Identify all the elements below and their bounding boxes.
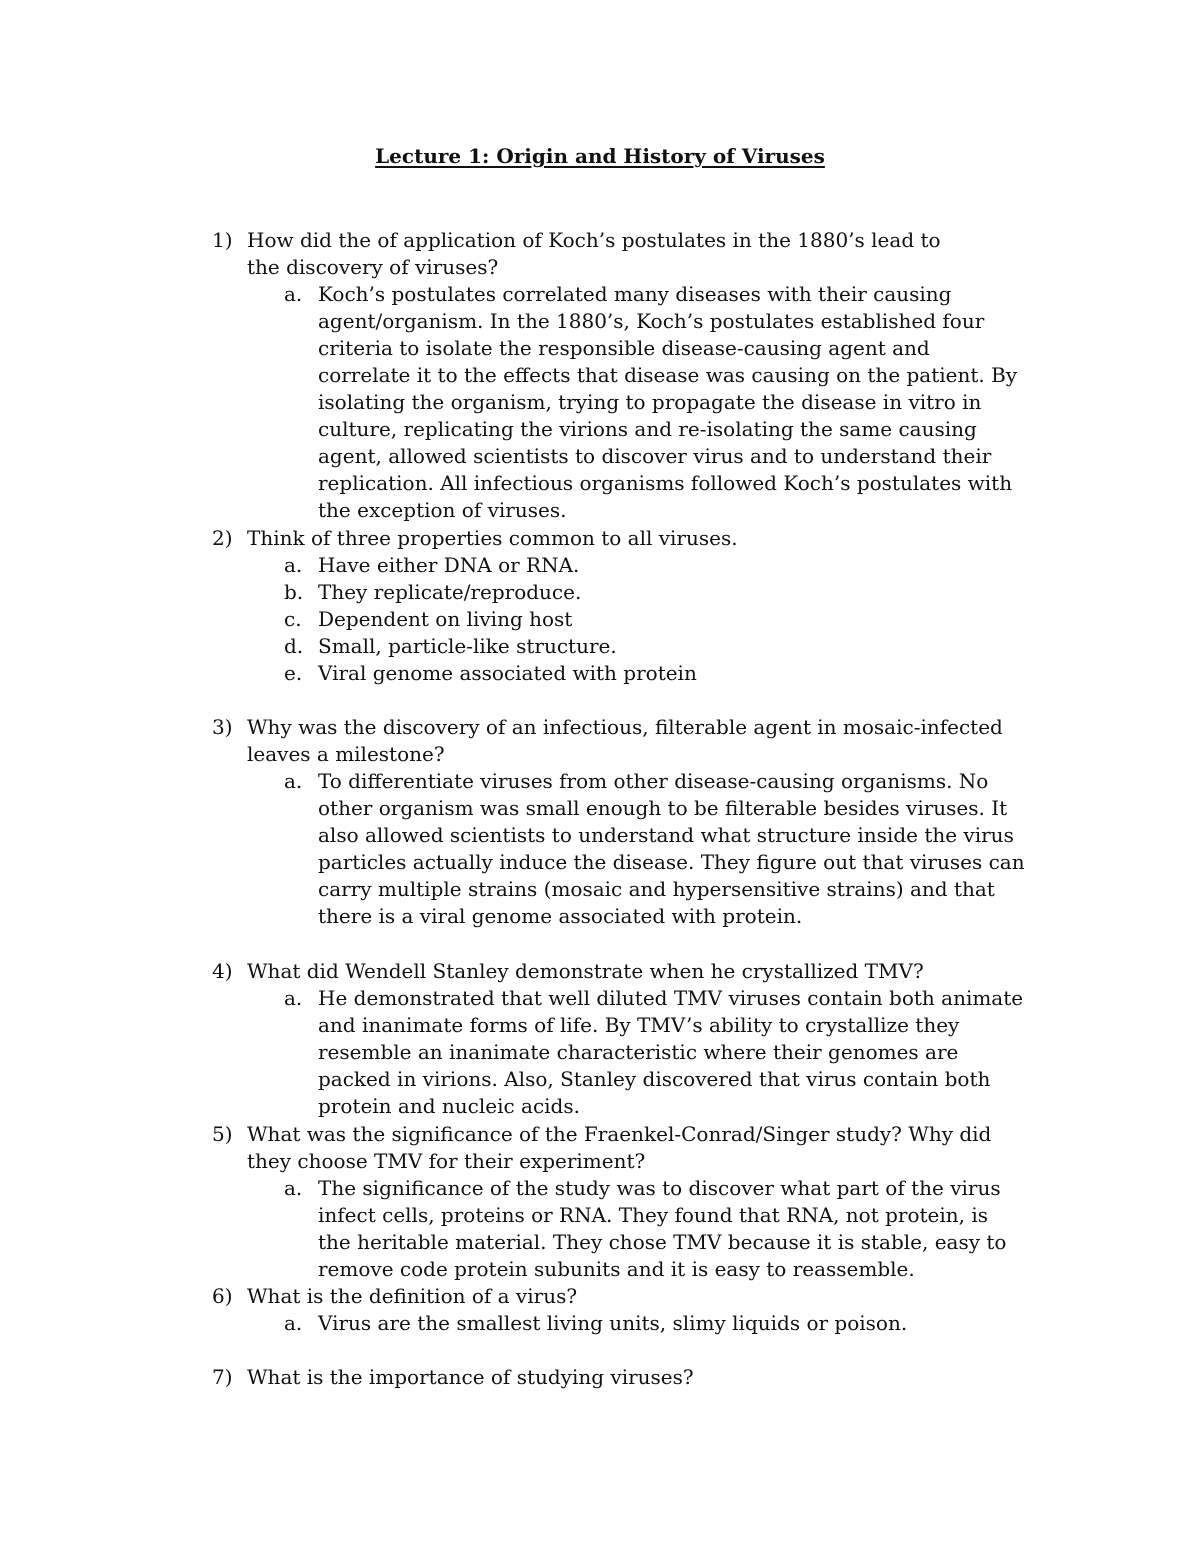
answer-text: Have either DNA or RNA. [318, 553, 580, 577]
question-number: 1) [212, 228, 233, 252]
question-text: What was the significance of the Fraenkel-Conrad/Singer study? Why did they choose TMV for their experiment? [247, 1122, 992, 1173]
answer-letter: d. [284, 634, 304, 658]
question-text: Think of three properties common to all viruses. [247, 526, 738, 550]
answer-item [284, 552, 1033, 579]
answer-list [212, 1175, 1023, 1283]
question-item [212, 1364, 1032, 1391]
answer-letter: a. [284, 986, 303, 1010]
question-item [212, 525, 1033, 687]
answer-item [284, 281, 1018, 524]
answer-letter: c. [284, 607, 302, 631]
answer-letter: a. [284, 1311, 303, 1335]
answer-text: Dependent on living host [318, 607, 573, 631]
question-item [212, 1283, 1033, 1337]
answer-text: He demonstrated that well diluted TMV viruses contain both animate and inanimate forms of life. By TMV’s ability to crystallize they resemble an inanimate characteristic where their genomes are packed in virions. Also, Stanley discovered that virus contain both protein and nucleic acids. [318, 986, 1024, 1118]
answer-list [212, 281, 1018, 524]
question-number: 2) [212, 526, 233, 550]
question-text: What did Wendell Stanley demonstrate when he crystallized TMV? [247, 959, 924, 983]
answer-list [212, 768, 1033, 930]
question-item [212, 958, 1033, 1120]
answer-letter: a. [284, 553, 303, 577]
answer-list [212, 552, 1033, 687]
answer-text: Viral genome associated with protein [318, 661, 697, 685]
question-number: 7) [212, 1365, 233, 1389]
question-number: 3) [212, 715, 233, 739]
answer-item [284, 1310, 1033, 1337]
answer-item [284, 606, 1033, 633]
answer-item [284, 633, 1033, 660]
question-item [212, 714, 1033, 930]
answer-text: Small, particle-like structure. [318, 634, 617, 658]
answer-letter: e. [284, 661, 303, 685]
answer-item [284, 660, 1033, 687]
question-text: How did the of application of Koch’s postulates in the 1880’s lead to the discovery of viruses? [247, 228, 941, 279]
answer-item [284, 1175, 1023, 1283]
answer-text: Virus are the smallest living units, slimy liquids or poison. [318, 1311, 908, 1335]
answer-item [284, 985, 1033, 1120]
answer-text: The significance of the study was to discover what part of the virus infect cells, proteins or RNA. They found that RNA, not protein, is the heritable material. They chose TMV because it is stable, easy to remove code protein subunits and it is easy to reassemble. [318, 1176, 1007, 1281]
answer-text: They replicate/reproduce. [318, 580, 582, 604]
question-item [212, 227, 1018, 524]
answer-letter: a. [284, 1176, 303, 1200]
answer-list [212, 1310, 1033, 1337]
answer-letter: b. [284, 580, 304, 604]
answer-item [284, 579, 1033, 606]
page-title: Lecture 1: Origin and History of Viruses [375, 144, 825, 168]
question-number: 6) [212, 1284, 233, 1308]
question-text: What is the importance of studying viruses? [247, 1365, 694, 1389]
question-text: What is the definition of a virus? [247, 1284, 578, 1308]
question-item [212, 1121, 1023, 1283]
answer-item [284, 768, 1033, 930]
answer-list [212, 985, 1033, 1120]
answer-letter: a. [284, 282, 303, 306]
question-number: 4) [212, 959, 233, 983]
answer-letter: a. [284, 769, 303, 793]
answer-text: Koch’s postulates correlated many diseases with their causing agent/organism. In the 1880’s, Koch’s postulates established four criteria to isolate the responsible disease-causing agent and correlate it to the effects that disease was causing on the patient. By isolating the organism, trying to propagate the disease in vitro in culture, replicating the virions and re-isolating the same causing agent, allowed scientists to discover virus and to understand their replication. All infectious organisms followed Koch’s postulates with the exception of viruses. [318, 282, 1018, 522]
answer-text: To differentiate viruses from other disease-causing organisms. No other organism was small enough to be filterable besides viruses. It also allowed scientists to understand what structure inside the virus particles actually induce the disease. They figure out that viruses can carry multiple strains (mosaic and hypersensitive strains) and that there is a viral genome associated with protein. [318, 769, 1025, 928]
question-number: 5) [212, 1122, 233, 1146]
question-text: Why was the discovery of an infectious, filterable agent in mosaic-infected leaves a milestone? [247, 715, 1003, 766]
